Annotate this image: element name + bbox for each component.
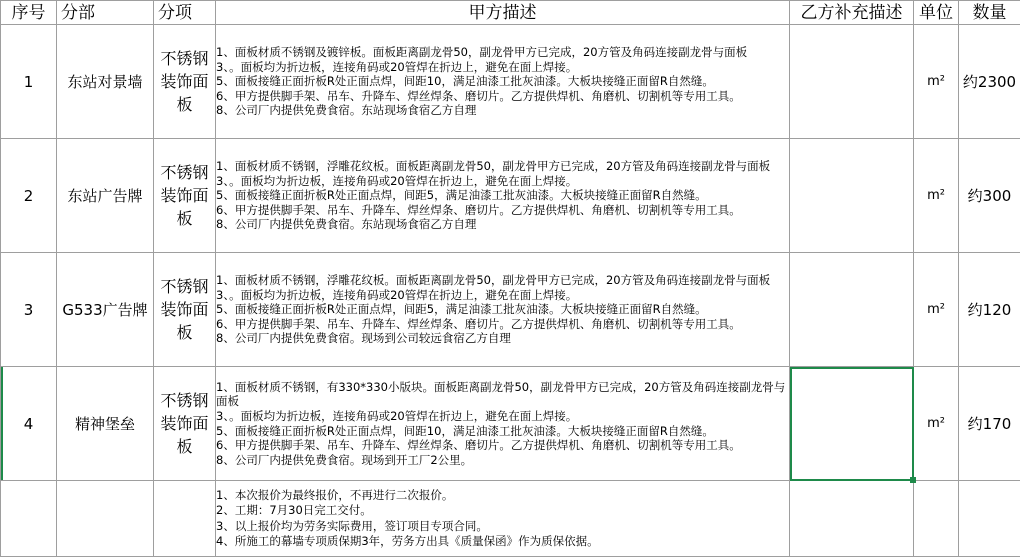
desc-line: 8、公司厂内提供免费食宿。东站现场食宿乙方自理 xyxy=(216,103,789,118)
table-row xyxy=(1,139,1020,253)
header-type[interactable]: 分项 xyxy=(154,1,216,25)
selection-fill-handle[interactable] xyxy=(910,477,916,483)
cell-extra-empty[interactable] xyxy=(790,481,914,557)
cell-desc[interactable] xyxy=(216,25,790,139)
header-part[interactable]: 分部 xyxy=(57,1,154,25)
header-desc[interactable]: 甲方描述 xyxy=(216,1,790,25)
cell-index[interactable]: 4 xyxy=(1,367,57,481)
cell-unit[interactable]: m² xyxy=(914,25,959,139)
note-line: 2、工期：7月30日完工交付。 xyxy=(216,503,789,519)
cell-part[interactable]: 精神堡垒 xyxy=(57,367,154,481)
header-index[interactable]: 序号 xyxy=(1,1,57,25)
cell-extra[interactable] xyxy=(790,25,914,139)
notes-cell[interactable] xyxy=(216,481,790,557)
desc-line: 8、公司厂内提供免费食宿。现场到公司较远食宿乙方自理 xyxy=(216,331,789,346)
cell-extra[interactable] xyxy=(790,139,914,253)
cell-type[interactable]: 不锈钢装饰面板 xyxy=(154,139,216,253)
header-row xyxy=(1,1,1020,25)
cell-unit-empty[interactable] xyxy=(914,481,959,557)
desc-line: 3、。面板均为折边板，连接角码或20管焊在折边上，避免在面上焊接。 xyxy=(216,60,789,75)
header-extra[interactable]: 乙方补充描述 xyxy=(790,1,914,25)
cell-qty[interactable]: 约300 xyxy=(959,139,1020,253)
desc-line: 6、甲方提供脚手架、吊车、升降车、焊丝焊条、磨切片。乙方提供焊机、角磨机、切割机等专用工具。 xyxy=(216,203,789,218)
desc-line: 5、面板接缝正面折板R处正面点焊，间距5，满足油漆工批灰油漆。大板块接缝正面留R自然缝。 xyxy=(216,302,789,317)
desc-line: 1、面板材质不锈钢，浮雕花纹板。面板距离副龙骨50，副龙骨甲方已完成，20方管及角码连接副龙骨与面板 xyxy=(216,159,789,174)
desc-line: 3、。面板均为折边板，连接角码或20管焊在折边上，避免在面上焊接。 xyxy=(216,288,789,303)
note-line: 1、本次报价为最终报价，不再进行二次报价。 xyxy=(216,488,789,504)
cell-desc[interactable] xyxy=(216,139,790,253)
cell-unit[interactable]: m² xyxy=(914,139,959,253)
desc-line: 1、面板材质不锈钢，浮雕花纹板。面板距离副龙骨50，副龙骨甲方已完成，20方管及角码连接副龙骨与面板 xyxy=(216,273,789,288)
cell-qty[interactable]: 约170 xyxy=(959,367,1020,481)
desc-line: 5、面板接缝正面折板R处正面点焊，间距10，满足油漆工批灰油漆。大板块接缝正面留R自然缝。 xyxy=(216,74,789,89)
note-line: 4、所施工的幕墙专项质保期3年，劳务方出具《质量保函》作为质保依据。 xyxy=(216,534,789,550)
desc-line: 3、。面板均为折边板，连接角码或20管焊在折边上，避免在面上焊接。 xyxy=(216,409,789,424)
cell-type[interactable]: 不锈钢装饰面板 xyxy=(154,253,216,367)
header-unit[interactable]: 单位 xyxy=(914,1,959,25)
cell-qty[interactable]: 约2300 xyxy=(959,25,1020,139)
cell-desc[interactable] xyxy=(216,253,790,367)
cell-qty[interactable]: 约120 xyxy=(959,253,1020,367)
table-row xyxy=(1,253,1020,367)
cell-desc[interactable] xyxy=(216,367,790,481)
desc-line: 8、公司厂内提供免费食宿。现场到开工厂2公里。 xyxy=(216,453,789,468)
header-qty[interactable]: 数量 xyxy=(959,1,1020,25)
cell-index[interactable]: 3 xyxy=(1,253,57,367)
table-row xyxy=(1,367,1020,481)
desc-line: 1、面板材质不锈钢及镀锌板。面板距离副龙骨50，副龙骨甲方已完成，20方管及角码连接副龙骨与面板 xyxy=(216,45,789,60)
cell-unit[interactable]: m² xyxy=(914,253,959,367)
cell-extra[interactable] xyxy=(790,253,914,367)
cell-qty-empty[interactable] xyxy=(959,481,1020,557)
desc-line: 6、甲方提供脚手架、吊车、升降车、焊丝焊条、磨切片。乙方提供焊机、角磨机、切割机等专用工具。 xyxy=(216,438,789,453)
cell-unit[interactable]: m² xyxy=(914,367,959,481)
cell-part[interactable]: 东站对景墙 xyxy=(57,25,154,139)
cell-index-empty[interactable] xyxy=(1,481,57,557)
cell-part-empty[interactable] xyxy=(57,481,154,557)
cell-type-empty[interactable] xyxy=(154,481,216,557)
cell-extra-selected[interactable] xyxy=(790,367,914,481)
cell-type[interactable]: 不锈钢装饰面板 xyxy=(154,367,216,481)
desc-line: 5、面板接缝正面折板R处正面点焊，间距10，满足油漆工批灰油漆。大板块接缝正面留R自然缝。 xyxy=(216,424,789,439)
desc-line: 3、。面板均为折边板，连接角码或20管焊在折边上，避免在面上焊接。 xyxy=(216,174,789,189)
cell-part[interactable]: 东站广告牌 xyxy=(57,139,154,253)
desc-line: 5、面板接缝正面折板R处正面点焊，间距5，满足油漆工批灰油漆。大板块接缝正面留R自然缝。 xyxy=(216,188,789,203)
cell-index[interactable]: 2 xyxy=(1,139,57,253)
cell-index[interactable]: 1 xyxy=(1,25,57,139)
desc-line: 1、面板材质不锈钢，有330*330小版块。面板距离副龙骨50，副龙骨甲方已完成，20方管及角码连接副龙骨与面板 xyxy=(216,380,789,409)
note-line: 3、以上报价均为劳务实际费用，签订项目专项合同。 xyxy=(216,519,789,535)
table-row xyxy=(1,25,1020,139)
cell-type[interactable]: 不锈钢装饰面板 xyxy=(154,25,216,139)
desc-line: 6、甲方提供脚手架、吊车、升降车、焊丝焊条、磨切片。乙方提供焊机、角磨机、切割机等专用工具。 xyxy=(216,317,789,332)
desc-line: 6、甲方提供脚手架、吊车、升降车、焊丝焊条、磨切片。乙方提供焊机、角磨机、切割机等专用工具。 xyxy=(216,89,789,104)
desc-line: 8、公司厂内提供免费食宿。东站现场食宿乙方自理 xyxy=(216,217,789,232)
notes-row xyxy=(1,481,1020,557)
cell-part[interactable]: G533广告牌 xyxy=(57,253,154,367)
